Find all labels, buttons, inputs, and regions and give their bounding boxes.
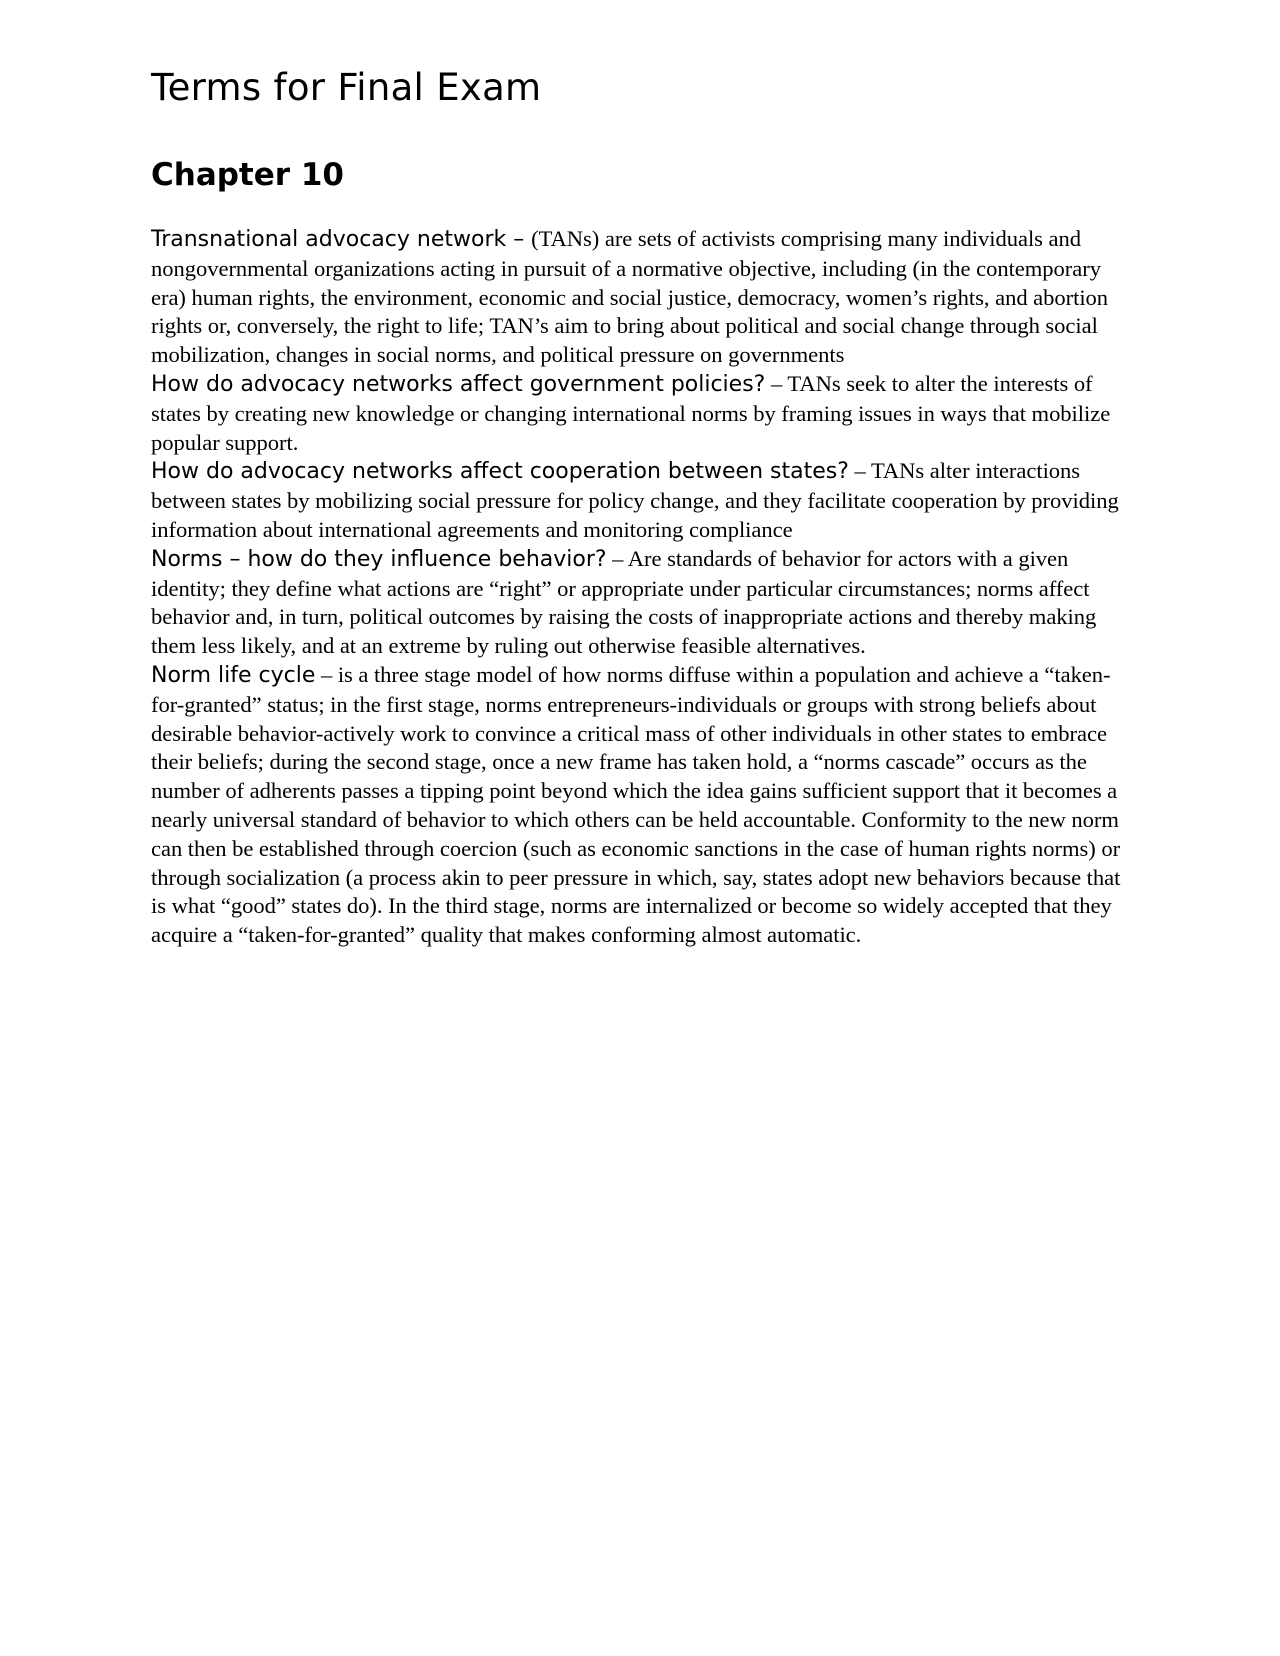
term-label: Norm life cycle <box>151 662 316 688</box>
term-definition: TANs alter interactions between states by mobilizing social pressure for policy change, and they facilitate cooperation by providing information about international agreements and monitoring compliance <box>151 458 1119 542</box>
term-definition: Are standards of behavior for actors with a given identity; they define what actions are “right” or appropriate under particular circumstances; norms affect behavior and, in turn, political outcomes by raising the costs of inappropriate actions and thereby making them less likely, and at an extreme by ruling out otherwise feasible alternatives. <box>151 545 1097 659</box>
term-separator: – <box>765 370 788 396</box>
term-entry-cooperation-between-states <box>151 457 1131 544</box>
term-separator: – <box>606 545 628 571</box>
term-label: Norms – how do they influence behavior? <box>151 546 607 572</box>
term-list <box>151 225 1131 950</box>
term-separator: – <box>848 458 871 484</box>
document-title: Terms for Final Exam <box>151 66 542 109</box>
term-separator: – <box>315 661 338 687</box>
chapter-heading: Chapter 10 <box>151 157 344 193</box>
term-entry-transnational-advocacy-network <box>151 225 1131 370</box>
term-entry-government-policies <box>151 370 1131 457</box>
term-definition: TANs seek to alter the interests of states by creating new knowledge or changing international norms by framing issues in ways that mobilize popular support. <box>151 370 1111 455</box>
term-entry-norms <box>151 545 1131 661</box>
term-entry-norm-life-cycle <box>151 661 1131 950</box>
term-definition: (TANs) are sets of activists comprising many individuals and nongovernmental organizations acting in pursuit of a normative objective, including (in the contemporary era) human rights, the environment, economic and social justice, democracy, women’s rights, and abortion rights or, conversely, the right to life; TAN’s aim to bring about political and social change through social mobilization, changes in social norms, and political pressure on governments <box>151 226 1109 368</box>
term-definition: is a three stage model of how norms diffuse within a population and achieve a “taken-for-granted” status; in the first stage, norms entrepreneurs-individuals or groups with strong beliefs about desirable behavior-actively work to convince a critical mass of other individuals in other states to embrace their beliefs; during the second stage, once a new frame has taken hold, a “norms cascade” occurs as the number of adherents passes a tipping point beyond which the idea gains sufficient support that it becomes a nearly universal standard of behavior to which others can be held accountable. Conformity to the new norm can then be established through coercion (such as economic sanctions in the case of human rights norms) or through socialization (a process akin to peer pressure in which, say, states adopt new behaviors because that is what “good” states do). In the third stage, norms are internalized or become so widely accepted that they acquire a “taken-for-granted” quality that makes conforming almost automatic. <box>151 661 1121 948</box>
term-label: How do advocacy networks affect government policies? <box>151 371 766 397</box>
term-label: Transnational advocacy network <box>151 227 507 252</box>
term-label: How do advocacy networks affect cooperation between states? <box>151 459 849 485</box>
document-content <box>151 64 1131 950</box>
term-separator: – <box>506 227 532 252</box>
